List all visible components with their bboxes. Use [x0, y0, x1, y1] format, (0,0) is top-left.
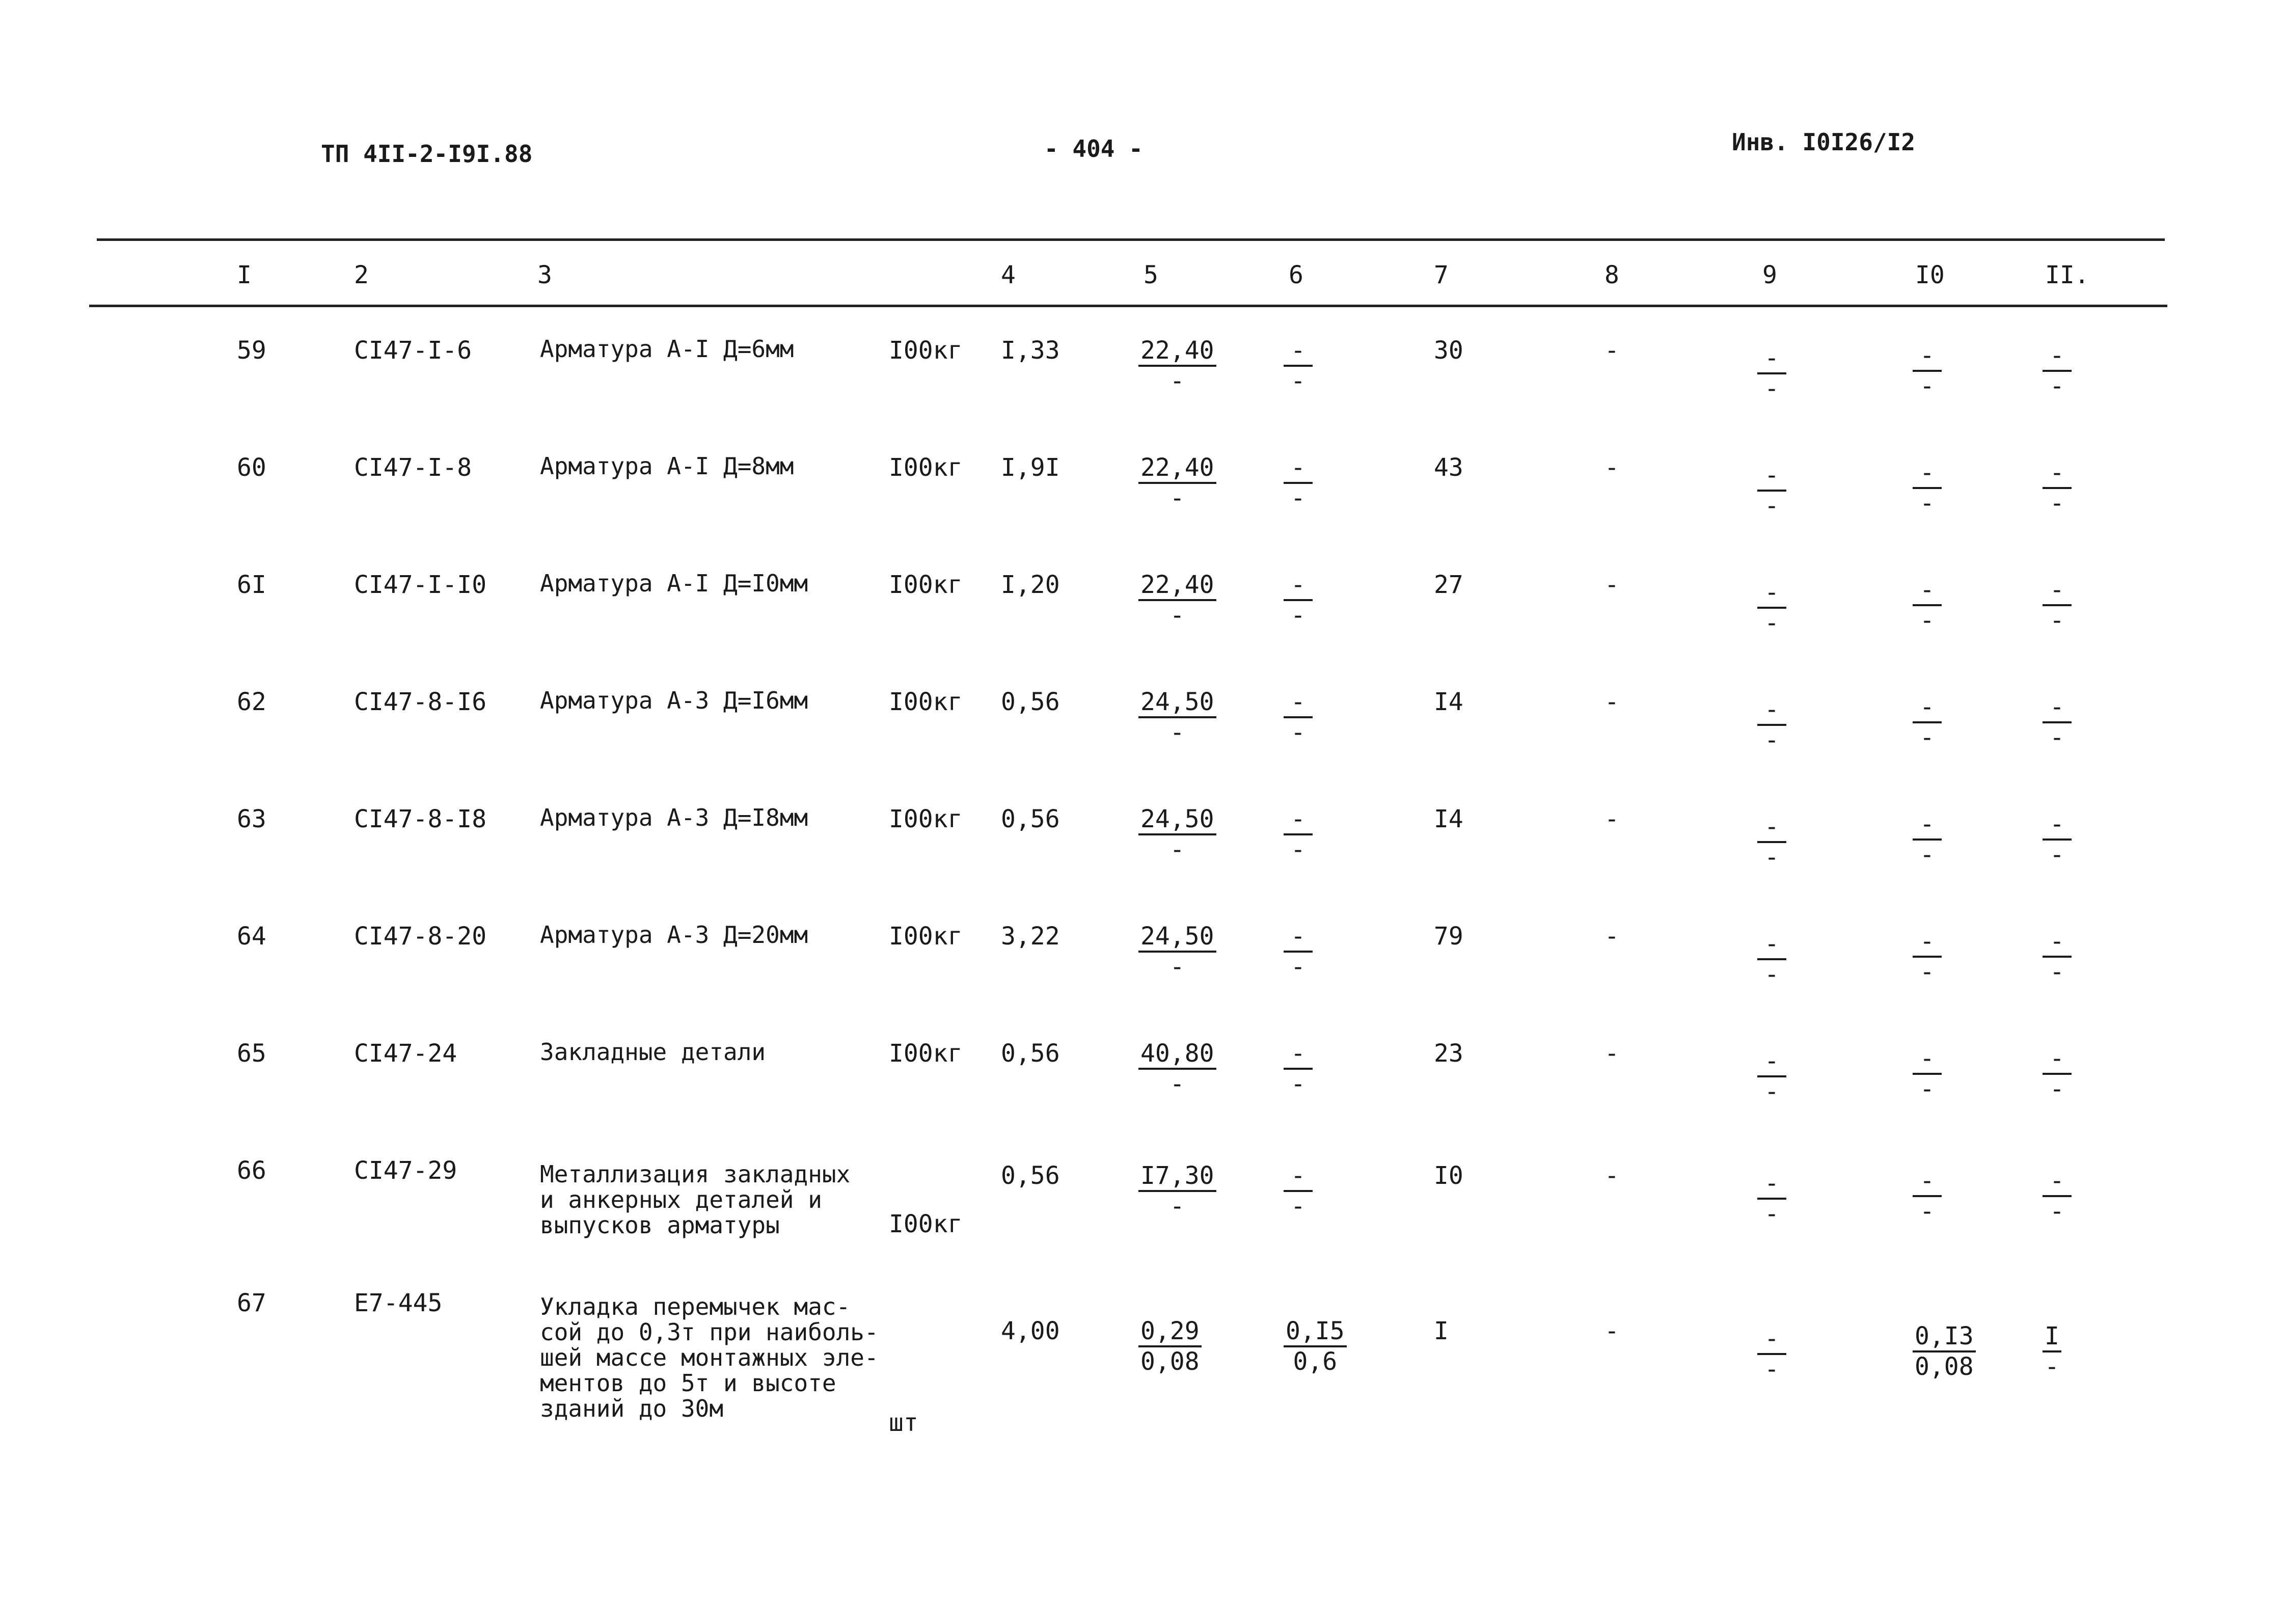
col5-value-numerator: 24,50: [1138, 922, 1216, 953]
work-description: Арматура А-I Д=I0мм: [540, 570, 808, 597]
col10-value: [1913, 458, 1942, 518]
col5-value: [1138, 453, 1216, 512]
col5-value: [1138, 1161, 1216, 1221]
norm-code: CI47-I-6: [354, 336, 472, 365]
col5-value-denominator: -: [1169, 718, 1185, 747]
col11-value-numerator: -: [2043, 458, 2072, 489]
col9-value-numerator: -: [1757, 344, 1786, 374]
col6-value-numerator: -: [1284, 453, 1313, 484]
table-row: [0, 688, 2286, 805]
col11-value-denominator: -: [2050, 1075, 2064, 1103]
col10-value: [1913, 1044, 1942, 1103]
col5-value-numerator: 24,50: [1138, 805, 1216, 835]
col9-value-denominator: -: [1764, 492, 1779, 520]
col9-value: [1757, 1324, 1786, 1384]
col9-value-denominator: -: [1764, 1077, 1779, 1106]
row-number: 59: [237, 336, 266, 365]
col10-value-numerator: -: [1913, 927, 1942, 958]
col11-value: [2043, 1044, 2072, 1103]
col-10-header: I0: [1915, 261, 1945, 289]
col6-value: [1284, 1317, 1347, 1376]
col5-value-numerator: 0,29: [1138, 1317, 1202, 1347]
col5-value-denominator: -: [1169, 835, 1185, 864]
col11-value-numerator: -: [2043, 1044, 2072, 1075]
col10-value-denominator: -: [1920, 958, 1935, 986]
col5-value-numerator: I7,30: [1138, 1161, 1216, 1192]
col6-value-numerator: -: [1284, 571, 1313, 601]
work-description: Закладные детали: [540, 1038, 766, 1066]
col11-value: [2043, 810, 2072, 869]
col6-value: [1284, 453, 1313, 512]
col9-value-numerator: -: [1757, 930, 1786, 960]
col7-value: 43: [1434, 453, 1463, 482]
col9-value-numerator: -: [1757, 813, 1786, 843]
table-row: [0, 336, 2286, 453]
col9-value-denominator: -: [1764, 960, 1779, 989]
col9-value: [1757, 1047, 1786, 1106]
quantity: 0,56: [1001, 688, 1060, 716]
col9-value-denominator: -: [1764, 843, 1779, 872]
quantity: 4,00: [1001, 1317, 1060, 1345]
quantity: 0,56: [1001, 1039, 1060, 1068]
norm-code: CI47-29: [354, 1156, 457, 1185]
col9-value-denominator: -: [1764, 726, 1779, 754]
col11-value-numerator: -: [2043, 927, 2072, 958]
col6-value: [1284, 336, 1313, 395]
unit: I00кг: [889, 1210, 963, 1238]
col7-value: 23: [1434, 1039, 1463, 1068]
table-row: [0, 922, 2286, 1039]
col-9-header: 9: [1762, 261, 1777, 289]
col-1-header: I: [237, 261, 252, 289]
quantity: 0,56: [1001, 805, 1060, 833]
col10-value-numerator: -: [1913, 693, 1942, 723]
col11-value-numerator: -: [2043, 693, 2072, 723]
table-row: [0, 1289, 2286, 1437]
page-number: - 404 -: [1044, 135, 1143, 163]
col6-value-numerator: -: [1284, 1161, 1313, 1192]
col8-value: -: [1604, 922, 1619, 951]
col-8-header: 8: [1604, 261, 1619, 289]
col10-value-denominator: -: [1920, 1197, 1935, 1226]
col9-value-numerator: -: [1757, 578, 1786, 609]
row-number: 64: [237, 922, 266, 951]
col10-value-denominator: -: [1920, 372, 1935, 400]
col10-value-denominator: 0,08: [1915, 1352, 1974, 1381]
norm-code: CI47-I-I0: [354, 571, 487, 599]
col5-value-numerator: 22,40: [1138, 453, 1216, 484]
col-3-header: 3: [537, 261, 552, 289]
work-description: Укладка перемычек мас- сой до 0,3т при наиболь- шей массе монтажных эле- ментов до 5т и высоте зданий до 30м: [540, 1293, 879, 1422]
col10-value: [1913, 576, 1942, 635]
row-number: 6I: [237, 571, 266, 599]
doc-code: ТП 4II-2-I9I.88: [321, 140, 533, 168]
col11-value-denominator: -: [2050, 372, 2064, 400]
table-row: [0, 1039, 2286, 1156]
col11-value-denominator: -: [2050, 1197, 2064, 1226]
col9-value-denominator: -: [1764, 609, 1779, 637]
col-6-header: 6: [1289, 261, 1303, 289]
col6-value-denominator: -: [1291, 484, 1305, 512]
col5-value-numerator: 24,50: [1138, 688, 1216, 718]
col10-value: [1913, 1167, 1942, 1226]
col-11-header: II.: [2045, 261, 2089, 289]
col6-value-denominator: -: [1291, 835, 1305, 864]
norm-code: CI47-8-20: [354, 922, 487, 951]
unit: I00кг: [889, 805, 963, 833]
col10-value-numerator: -: [1913, 810, 1942, 841]
col9-value-denominator: -: [1764, 1355, 1779, 1384]
norm-code: CI47-I-8: [354, 453, 472, 482]
col6-value-numerator: -: [1284, 1039, 1313, 1070]
norm-code: CI47-8-I8: [354, 805, 487, 833]
col11-value: [2043, 927, 2072, 986]
col9-value: [1757, 813, 1786, 872]
col11-value: [2043, 458, 2072, 518]
col-5-header: 5: [1144, 261, 1158, 289]
col8-value: -: [1604, 1039, 1619, 1068]
unit: I00кг: [889, 1039, 963, 1068]
quantity: 0,56: [1001, 1161, 1060, 1190]
col9-value-denominator: -: [1764, 1200, 1779, 1228]
col-7-header: 7: [1434, 261, 1449, 289]
col6-value: [1284, 1039, 1313, 1098]
col5-value-denominator: -: [1169, 601, 1185, 630]
work-description: Металлизация закладных и анкерных деталей и выпусков арматуры: [540, 1160, 851, 1239]
col5-value: [1138, 805, 1216, 864]
table-row: [0, 1156, 2286, 1274]
col6-value-numerator: 0,I5: [1284, 1317, 1347, 1347]
row-number: 65: [237, 1039, 266, 1068]
col6-value-numerator: -: [1284, 688, 1313, 718]
col10-value-denominator: -: [1920, 489, 1935, 518]
col11-value-numerator: I: [2043, 1322, 2061, 1352]
col10-value-numerator: -: [1913, 341, 1942, 372]
col11-value-numerator: -: [2043, 341, 2072, 372]
col7-value: 30: [1434, 336, 1463, 365]
col10-value: [1913, 693, 1942, 752]
col10-value: [1913, 341, 1942, 400]
col10-value-numerator: -: [1913, 1044, 1942, 1075]
col7-value: I4: [1434, 805, 1463, 833]
table-row: [0, 571, 2286, 688]
col5-value-denominator: -: [1169, 1192, 1185, 1221]
col6-value-numerator: -: [1284, 805, 1313, 835]
col6-value-denominator: -: [1291, 367, 1305, 395]
col8-value: -: [1604, 1317, 1619, 1345]
work-description: Арматура А-3 Д=20мм: [540, 921, 808, 949]
header-bottom-rule: [89, 305, 2167, 307]
col10-value-denominator: -: [1920, 606, 1935, 635]
work-description: Арматура А-I Д=8мм: [540, 452, 794, 480]
work-description: Арматура А-3 Д=I6мм: [540, 687, 808, 714]
col-4-header: 4: [1001, 261, 1016, 289]
col10-value: [1913, 927, 1942, 986]
col11-value-numerator: -: [2043, 810, 2072, 841]
col11-value-denominator: -: [2050, 489, 2064, 518]
unit: I00кг: [889, 922, 963, 951]
col5-value-denominator: 0,08: [1140, 1347, 1200, 1376]
unit: I00кг: [889, 688, 963, 716]
col11-value: [2043, 341, 2072, 400]
col6-value-denominator: 0,6: [1293, 1347, 1338, 1376]
col9-value: [1757, 695, 1786, 754]
unit: шт: [889, 1409, 918, 1437]
col5-value: [1138, 1039, 1216, 1098]
col11-value: [2043, 1322, 2061, 1381]
col10-value-denominator: -: [1920, 1075, 1935, 1103]
col11-value: [2043, 576, 2072, 635]
col11-value-denominator: -: [2045, 1352, 2059, 1381]
col8-value: -: [1604, 805, 1619, 833]
col10-value-numerator: -: [1913, 576, 1942, 606]
col6-value-denominator: -: [1291, 1192, 1305, 1221]
col9-value: [1757, 578, 1786, 637]
quantity: I,20: [1001, 571, 1060, 599]
col9-value-numerator: -: [1757, 1047, 1786, 1077]
col11-value-denominator: -: [2050, 723, 2064, 752]
inventory-number: Инв. I0I26/I2: [1732, 128, 1916, 156]
unit: I00кг: [889, 336, 963, 365]
col10-value: [1913, 1322, 1976, 1381]
col7-value: I: [1434, 1317, 1449, 1345]
quantity: I,33: [1001, 336, 1060, 365]
col5-value: [1138, 336, 1216, 395]
col9-value-numerator: -: [1757, 1324, 1786, 1355]
row-number: 63: [237, 805, 266, 833]
col10-value-denominator: -: [1920, 723, 1935, 752]
col7-value: 79: [1434, 922, 1463, 951]
unit: I00кг: [889, 571, 963, 599]
col9-value-denominator: -: [1764, 374, 1779, 403]
col8-value: -: [1604, 336, 1619, 365]
col10-value-denominator: -: [1920, 841, 1935, 869]
col9-value: [1757, 461, 1786, 520]
col11-value: [2043, 693, 2072, 752]
col5-value: [1138, 688, 1216, 747]
table-row: [0, 453, 2286, 571]
col10-value-numerator: -: [1913, 458, 1942, 489]
unit: I00кг: [889, 453, 963, 482]
col6-value: [1284, 688, 1313, 747]
table-top-rule: [97, 238, 2165, 241]
col5-value-numerator: 40,80: [1138, 1039, 1216, 1070]
col9-value-numerator: -: [1757, 1169, 1786, 1200]
work-description: Арматура А-I Д=6мм: [540, 335, 794, 363]
col10-value-numerator: -: [1913, 1167, 1942, 1197]
col9-value: [1757, 930, 1786, 989]
col6-value-denominator: -: [1291, 1070, 1305, 1098]
table-row: [0, 805, 2286, 922]
norm-code: Е7-445: [354, 1289, 443, 1317]
col11-value-numerator: -: [2043, 576, 2072, 606]
quantity: I,9I: [1001, 453, 1060, 482]
col8-value: -: [1604, 453, 1619, 482]
col6-value-denominator: -: [1291, 601, 1305, 630]
col6-value: [1284, 922, 1313, 981]
col11-value-denominator: -: [2050, 958, 2064, 986]
col5-value: [1138, 571, 1216, 630]
col8-value: -: [1604, 571, 1619, 599]
col10-value: [1913, 810, 1942, 869]
col11-value: [2043, 1167, 2072, 1226]
col6-value-numerator: -: [1284, 922, 1313, 953]
col7-value: 27: [1434, 571, 1463, 599]
col6-value-numerator: -: [1284, 336, 1313, 367]
col6-value: [1284, 1161, 1313, 1221]
quantity: 3,22: [1001, 922, 1060, 951]
col8-value: -: [1604, 1161, 1619, 1190]
col5-value-denominator: -: [1169, 1070, 1185, 1098]
col5-value-denominator: -: [1169, 953, 1185, 981]
col5-value-numerator: 22,40: [1138, 571, 1216, 601]
col9-value-numerator: -: [1757, 461, 1786, 492]
work-description: Арматура А-3 Д=I8мм: [540, 804, 808, 831]
row-number: 60: [237, 453, 266, 482]
col6-value: [1284, 805, 1313, 864]
row-number: 62: [237, 688, 266, 716]
col5-value-numerator: 22,40: [1138, 336, 1216, 367]
col7-value: I4: [1434, 688, 1463, 716]
col5-value-denominator: -: [1169, 367, 1185, 395]
col7-value: I0: [1434, 1161, 1463, 1190]
col-2-header: 2: [354, 261, 369, 289]
col9-value: [1757, 1169, 1786, 1228]
norm-code: CI47-8-I6: [354, 688, 487, 716]
norm-code: CI47-24: [354, 1039, 457, 1068]
row-number: 66: [237, 1156, 266, 1185]
col5-value-denominator: -: [1169, 484, 1185, 512]
col6-value-denominator: -: [1291, 953, 1305, 981]
col10-value-numerator: 0,I3: [1913, 1322, 1976, 1352]
col8-value: -: [1604, 688, 1619, 716]
col9-value-numerator: -: [1757, 695, 1786, 726]
col9-value: [1757, 344, 1786, 403]
col11-value-denominator: -: [2050, 606, 2064, 635]
col5-value: [1138, 1317, 1202, 1376]
col11-value-numerator: -: [2043, 1167, 2072, 1197]
col6-value-denominator: -: [1291, 718, 1305, 747]
col6-value: [1284, 571, 1313, 630]
col11-value-denominator: -: [2050, 841, 2064, 869]
col5-value: [1138, 922, 1216, 981]
row-number: 67: [237, 1289, 266, 1317]
